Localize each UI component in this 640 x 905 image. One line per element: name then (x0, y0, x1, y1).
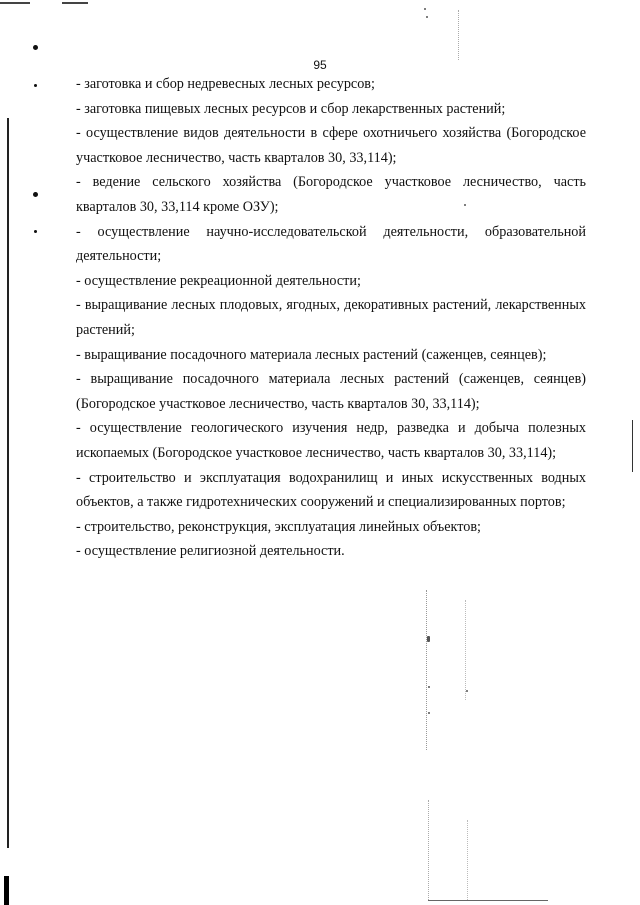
list-item: - выращивание посадочного материала лесных растений (саженцев, сеянцев) (Богородское участковое лесничество, часть кварталов 30, 33,114); (76, 371, 586, 412)
scan-artifact-speck-1 (424, 8, 426, 10)
list-item: - строительство и эксплуатация водохранилищ и иных искусственных водных объектов, а также гидротехнических сооружений и специализированных портов; (76, 469, 586, 511)
scan-artifact-dots-top-right (458, 10, 461, 60)
scan-artifact-left-dot-1 (33, 45, 38, 50)
scan-artifact-dots-mid-1 (426, 590, 429, 750)
scan-artifact-left-bar (4, 876, 9, 905)
scan-artifact-bottom-rule (428, 900, 548, 901)
list-item: - осуществление рекреационной деятельности; (76, 272, 361, 289)
list-item: - выращивание лесных плодовых, ягодных, декоративных растений, лекарственных растений; (76, 297, 586, 338)
list-item: - заготовка пищевых лесных ресурсов и сбор лекарственных растений; (76, 100, 506, 117)
scan-artifact-right-line (632, 420, 633, 472)
list-item: - осуществление геологического изучения недр, разведка и добыча полезных ископаемых (Богородское участковое лесничество, часть кварталов 30, 33,114); (76, 420, 586, 461)
scan-artifact-left-dot-4 (34, 230, 37, 233)
list-item: - выращивание посадочного материала лесных растений (саженцев, сеянцев); (76, 346, 547, 363)
scan-artifact-top-dash-2 (62, 2, 88, 4)
list-item: - осуществление видов деятельности в сфере охотничьего хозяйства (Богородское участковое лесничество, часть кварталов 30, 33,114); (76, 125, 586, 166)
scan-artifact-left-dot-2 (34, 84, 37, 87)
list-item: - осуществление научно-исследовательской деятельности, образовательной деятельности; (76, 223, 586, 265)
list-item: - ведение сельского хозяйства (Богородское участковое лесничество, часть кварталов 30, 33,114 кроме ОЗУ); (76, 174, 586, 215)
scan-artifact-dots-bottom-1 (428, 800, 431, 900)
scan-artifact-dots-mid-2 (465, 600, 468, 700)
scan-artifact-top-dash-1 (0, 2, 30, 4)
list-item: - осуществление религиозной деятельности. (76, 543, 345, 560)
page-number: 95 (313, 58, 327, 72)
list-item: - строительство, реконструкция, эксплуатация линейных объектов; (76, 518, 481, 535)
scan-artifact-speck-5 (428, 686, 430, 688)
scan-artifact-left-line (7, 118, 9, 848)
scan-artifact-speck-6 (466, 690, 468, 692)
scan-artifact-speck-4 (427, 636, 430, 642)
document-body (76, 72, 586, 564)
scan-artifact-left-dot-3 (33, 192, 38, 197)
list-item: - заготовка и сбор недревесных лесных ресурсов; (76, 76, 375, 92)
scan-artifact-dots-bottom-2 (467, 820, 470, 900)
scan-artifact-speck-2 (426, 16, 428, 18)
scan-artifact-speck-7 (428, 712, 430, 714)
